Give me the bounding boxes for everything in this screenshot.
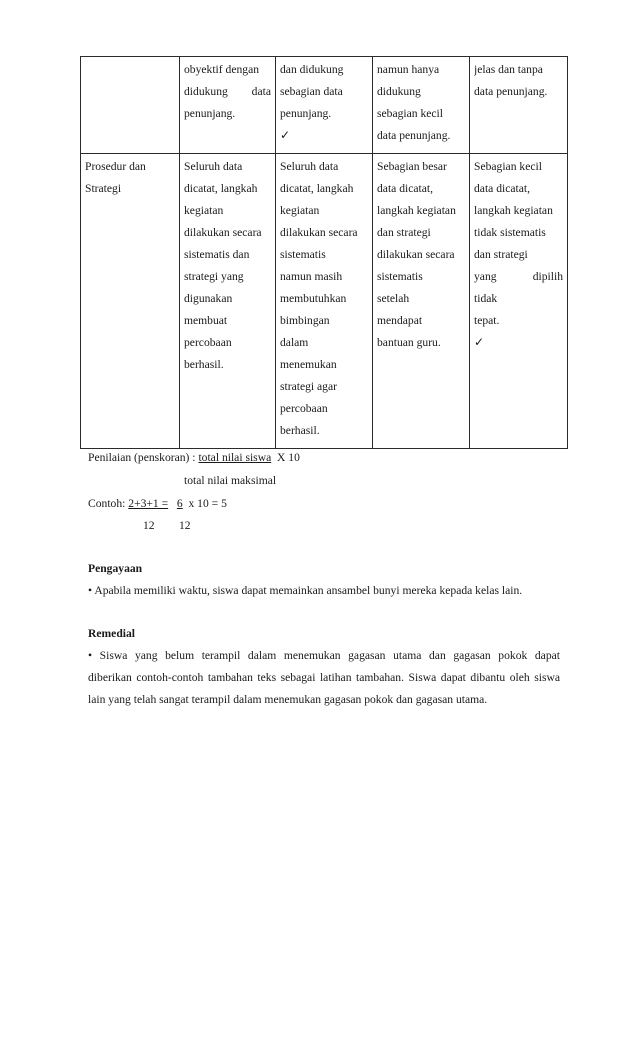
cell-line: penunjang. <box>280 107 332 120</box>
cell-line: data dicatat, <box>474 182 531 195</box>
scoring-label: Penilaian (penskoran) : <box>88 451 199 464</box>
cell-line: yang dipilih <box>474 270 563 283</box>
cell-line: Seluruh data <box>280 160 339 173</box>
example-rest: x 10 = 5 <box>188 497 227 510</box>
cell-line: dan strategi <box>474 248 528 261</box>
cell-line: setelah <box>377 292 410 305</box>
remedial-line: • Siswa yang belum terampil dalam menemukan gagasan utama dan gagasan pokok dapat <box>88 649 560 662</box>
score-cell <box>373 154 470 449</box>
cell-line: sebagian data <box>280 85 343 98</box>
cell-line: berhasil. <box>184 358 224 371</box>
cell-line: kegiatan <box>184 204 224 217</box>
cell-line: menemukan <box>280 358 337 371</box>
cell-line: strategi agar <box>280 380 337 393</box>
cell-line: dicatat, langkah <box>280 182 354 195</box>
score-cell <box>180 57 276 154</box>
cell-line: Sebagian besar <box>377 160 447 173</box>
table-row-prosedur <box>81 154 568 449</box>
criterion-cell-empty <box>81 57 180 154</box>
cell-line: dicatat, langkah <box>184 182 258 195</box>
cell-line: bantuan guru. <box>377 336 441 349</box>
cell-line: didukung <box>377 85 421 98</box>
example-numerator: 2+3+1 = <box>128 497 169 510</box>
cell-line: Seluruh data <box>184 160 243 173</box>
criterion-line: Prosedur dan <box>85 160 146 173</box>
example-denominator-2: 12 <box>179 519 191 532</box>
remedial-heading: Remedial <box>88 627 136 640</box>
cell-line: kegiatan <box>280 204 320 217</box>
cell-line: data penunjang. <box>474 85 548 98</box>
score-cell <box>470 57 568 154</box>
cell-line: sebagian kecil <box>377 107 443 120</box>
score-cell <box>373 57 470 154</box>
scoring-formula <box>88 447 300 468</box>
cell-line: tepat. <box>474 314 500 327</box>
cell-line: dan strategi <box>377 226 431 239</box>
score-cell <box>276 154 373 449</box>
scoring-example <box>88 493 227 514</box>
score-cell <box>180 154 276 449</box>
cell-line: namun masih <box>280 270 343 283</box>
cell-line: dilakukan secara <box>377 248 455 261</box>
remedial-line: diberikan contoh-contoh tambahan teks sebagai latihan tambahan. Siswa dapat dibantu oleh siswa <box>88 671 560 684</box>
cell-line: langkah kegiatan <box>377 204 456 217</box>
cell-line: dan didukung <box>280 63 344 76</box>
cell-line: didukung data <box>184 85 271 98</box>
cell-line: mendapat <box>377 314 423 327</box>
cell-line: dalam <box>280 336 309 349</box>
cell-line: berhasil. <box>280 424 320 437</box>
example-denominator-1: 12 <box>143 519 155 532</box>
rubric-table <box>80 56 568 449</box>
example-label: Contoh: <box>88 497 129 510</box>
cell-line: percobaan <box>184 336 232 349</box>
cell-line: bimbingan <box>280 314 330 327</box>
score-cell <box>470 154 568 449</box>
cell-line: jelas dan tanpa <box>474 63 543 76</box>
cell-line: Sebagian kecil <box>474 160 542 173</box>
scoring-denominator: total nilai maksimal <box>184 474 277 487</box>
scoring-numerator: total nilai siswa <box>198 451 272 464</box>
cell-line: percobaan <box>280 402 328 415</box>
example-mid: 6 <box>176 497 183 510</box>
cell-line: data dicatat, <box>377 182 434 195</box>
table-row-continued <box>81 57 568 154</box>
cell-line: sistematis <box>377 270 423 283</box>
cell-line: langkah kegiatan <box>474 204 553 217</box>
cell-line: membutuhkan <box>280 292 347 305</box>
cell-line: sistematis dan <box>184 248 250 261</box>
check-mark-icon: ✓ <box>280 128 291 142</box>
criterion-line: Strategi <box>85 182 122 195</box>
pengayaan-heading: Pengayaan <box>88 562 143 575</box>
cell-line: data penunjang. <box>377 129 451 142</box>
cell-line: digunakan <box>184 292 233 305</box>
cell-line: tidak sistematis <box>474 226 546 239</box>
cell-line: sistematis <box>280 248 326 261</box>
cell-line: membuat <box>184 314 228 327</box>
cell-line: strategi yang <box>184 270 244 283</box>
criterion-cell <box>81 154 180 449</box>
scoring-multiplier: X 10 <box>277 451 300 464</box>
cell-line: dilakukan secara <box>184 226 262 239</box>
remedial-line: lain yang telah sangat terampil dalam menemukan gagasan pokok dan gagasan utama. <box>88 693 488 706</box>
score-cell <box>276 57 373 154</box>
cell-line: dilakukan secara <box>280 226 358 239</box>
cell-line: penunjang. <box>184 107 236 120</box>
cell-line: tidak <box>474 292 498 305</box>
cell-line: obyektif dengan <box>184 63 260 76</box>
check-mark-icon: ✓ <box>474 335 485 349</box>
cell-line: namun hanya <box>377 63 440 76</box>
pengayaan-text: • Apabila memiliki waktu, siswa dapat memainkan ansambel bunyi mereka kepada kelas lain. <box>88 584 523 597</box>
